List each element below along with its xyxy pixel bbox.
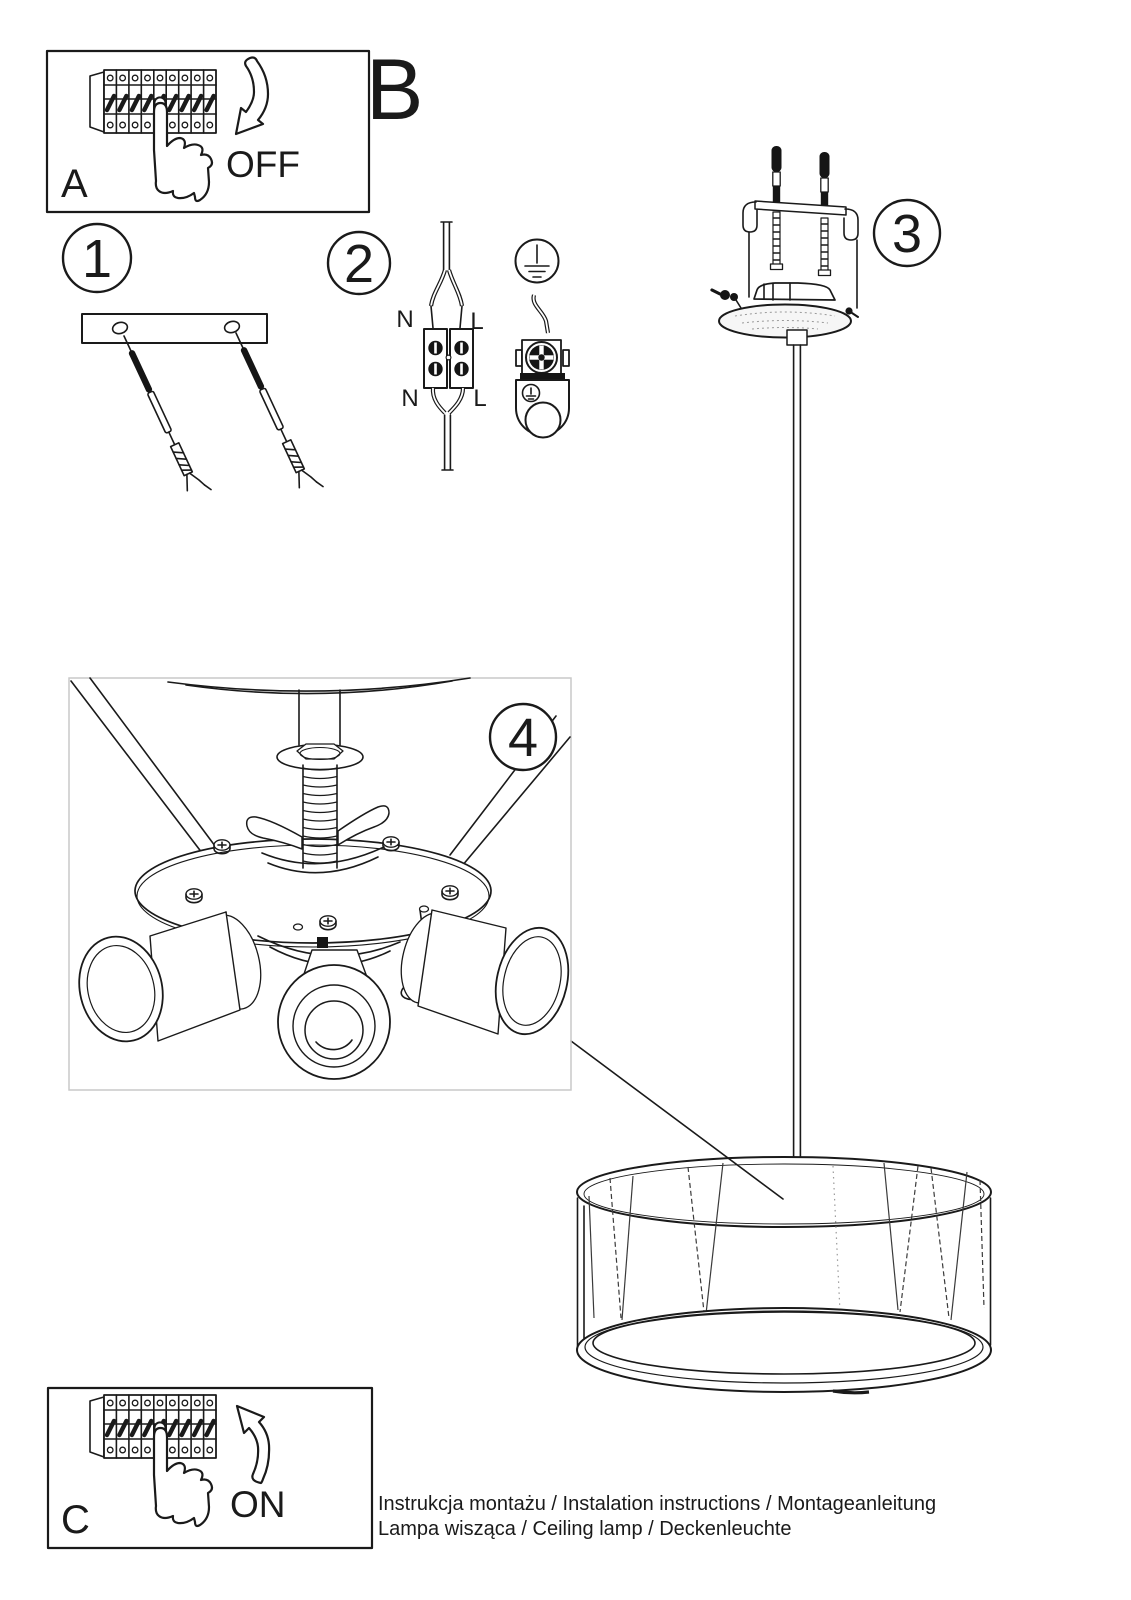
earth-symbol-icon	[516, 240, 559, 283]
line-label-top: L	[470, 308, 484, 335]
footer-line-1: Instrukcja montażu / Instalation instructions / Montageanleitung	[378, 1493, 937, 1515]
off-label: OFF	[226, 144, 300, 185]
step-4-number: 4	[507, 708, 539, 768]
lamp-cable-icon	[433, 388, 463, 470]
drum-shade	[577, 1157, 991, 1393]
box-c-letter: C	[61, 1498, 90, 1542]
suspension-rod	[794, 345, 801, 1158]
on-label: ON	[230, 1484, 286, 1525]
shade-diffuser	[593, 1312, 975, 1374]
ceiling-canopy-icon	[712, 283, 858, 345]
step-4-socket-detail	[68, 678, 578, 1090]
ground-clamp-icon	[516, 340, 569, 438]
footer-line-2: Lampa wisząca / Ceiling lamp / Deckenleuchte	[378, 1518, 792, 1540]
step-1-number: 1	[81, 229, 113, 289]
ground-wire-icon	[534, 295, 548, 333]
step-2-number: 2	[343, 234, 375, 294]
neutral-label-bottom: N	[401, 385, 419, 412]
step-3-canopy	[712, 146, 940, 345]
right-socket-icon	[393, 907, 579, 1041]
mini-earth-symbol-icon	[523, 385, 540, 402]
breaker-on-panel	[48, 1388, 372, 1548]
pendant-lamp-drawing	[571, 345, 991, 1393]
terminal-block-icon	[424, 329, 473, 388]
box-a-letter: A	[61, 162, 88, 206]
center-socket-icon	[278, 950, 390, 1079]
rod-coupler	[787, 330, 807, 345]
wall-anchor-icon	[229, 327, 323, 496]
wall-anchor-icon	[117, 330, 211, 499]
supply-cable-icon	[431, 222, 462, 328]
wing-nut-right	[338, 806, 389, 845]
left-socket-icon	[68, 909, 269, 1050]
breaker-off-panel	[47, 51, 369, 212]
plate-hole	[294, 924, 303, 930]
plate-hole	[420, 906, 429, 912]
line-label-bottom: L	[473, 385, 487, 412]
step-1-anchors	[63, 224, 323, 499]
step-2-wiring	[328, 222, 569, 470]
neutral-label-top: N	[396, 306, 414, 333]
section-b-label: B	[366, 42, 424, 138]
step-3-number: 3	[891, 204, 923, 264]
